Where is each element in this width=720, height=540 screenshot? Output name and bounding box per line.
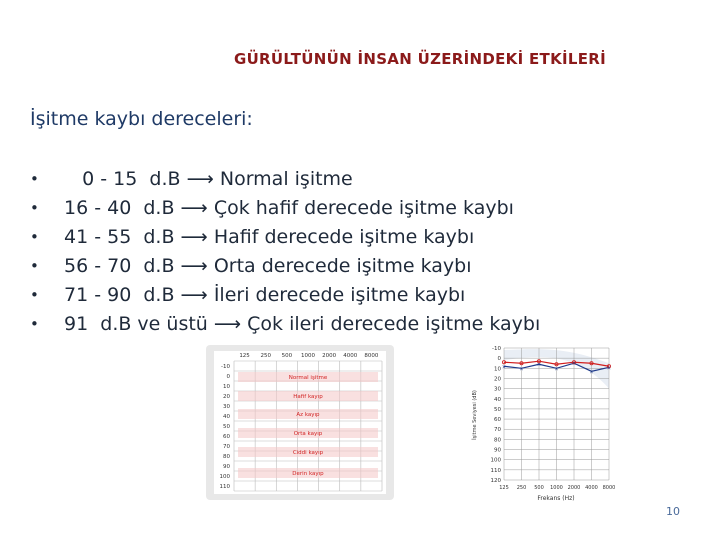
db-label: 110 xyxy=(490,467,501,474)
left-ear-point: × xyxy=(589,369,594,376)
db-label: 110 xyxy=(219,484,230,490)
freq-label: 4000 xyxy=(585,485,598,491)
db-label: -10 xyxy=(492,346,501,352)
freq-label: 8000 xyxy=(364,353,379,359)
zone-label: Orta kayıp xyxy=(293,431,323,437)
bullet: • xyxy=(30,257,39,275)
db-label: 30 xyxy=(223,404,230,410)
db-label: 20 xyxy=(494,376,501,383)
db-label: 60 xyxy=(223,434,230,440)
db-label: 50 xyxy=(223,424,230,430)
hearing-zones-figure xyxy=(206,345,394,500)
freq-label: 2000 xyxy=(567,485,581,491)
audiogram-db-labels xyxy=(491,346,502,484)
left-ear-point: × xyxy=(606,365,612,372)
bullet: • xyxy=(30,315,39,333)
bullet: • xyxy=(30,228,39,246)
list-item xyxy=(30,165,540,194)
audiogram-y-label: İşitme Seviyesi (dB) xyxy=(472,390,478,440)
db-label: 70 xyxy=(494,427,501,434)
zone-label: Normal işitme xyxy=(288,375,328,381)
zone-label: Hafif kayıp xyxy=(293,394,323,400)
db-label: 0 xyxy=(497,356,501,363)
hearing-zones-chart xyxy=(206,345,394,500)
list-item xyxy=(30,194,540,223)
bullet: • xyxy=(30,170,39,188)
db-label: 70 xyxy=(223,444,230,450)
list-item-text: 56 - 70 d.B ⟶ Orta derecede işitme kaybı xyxy=(64,255,472,277)
audiogram-x-label: Frekans (Hz) xyxy=(537,495,575,502)
bullet: • xyxy=(30,199,39,217)
db-label: 50 xyxy=(494,406,501,413)
db-label: -10 xyxy=(221,364,230,370)
freq-label: 125 xyxy=(239,353,250,359)
hearing-loss-list xyxy=(30,165,540,339)
db-label: 80 xyxy=(494,437,501,444)
db-label: 40 xyxy=(494,396,501,403)
db-label: 90 xyxy=(223,464,230,470)
freq-label: 500 xyxy=(534,485,544,491)
list-item xyxy=(30,310,540,339)
db-label: 30 xyxy=(494,386,501,393)
list-item xyxy=(30,281,540,310)
zone-label: Ciddi kayıp xyxy=(292,450,324,456)
db-label: 40 xyxy=(223,414,230,420)
db-label: 80 xyxy=(223,454,230,460)
zone-label: Az kayıp xyxy=(296,412,320,418)
left-ear-point: × xyxy=(501,364,507,371)
list-item-text: 16 - 40 d.B ⟶ Çok hafif derecede işitme kaybı xyxy=(64,197,514,219)
left-ear-point: × xyxy=(536,362,542,369)
list-item-text: 71 - 90 d.B ⟶ İleri derecede işitme kaybı xyxy=(64,284,466,306)
db-label: 10 xyxy=(223,384,230,390)
audiogram-chart xyxy=(464,340,619,505)
audiogram-freq-labels xyxy=(499,485,615,491)
bullet: • xyxy=(30,286,39,304)
list-item-text: 41 - 55 d.B ⟶ Hafif derecede işitme kaybı xyxy=(64,226,475,248)
list-item xyxy=(30,223,540,252)
db-label: 60 xyxy=(494,417,501,424)
db-label: 100 xyxy=(219,474,230,480)
slide-title: GÜRÜLTÜNÜN İNSAN ÜZERİNDEKİ ETKİLERİ xyxy=(233,50,607,68)
list-item-text: 0 - 15 d.B ⟶ Normal işitme xyxy=(64,168,353,190)
freq-label: 125 xyxy=(499,485,509,491)
page-number: 10 xyxy=(666,505,680,518)
freq-label: 1000 xyxy=(301,353,315,359)
db-label: 90 xyxy=(494,447,501,454)
left-ear-point: × xyxy=(519,366,524,373)
freq-label: 1000 xyxy=(550,485,563,491)
list-item xyxy=(30,252,540,281)
freq-label: 4000 xyxy=(343,353,358,359)
db-label: 10 xyxy=(494,366,501,373)
db-label: 20 xyxy=(223,394,230,400)
freq-label: 250 xyxy=(516,485,527,491)
db-label: 0 xyxy=(226,374,230,380)
list-item-text: 91 d.B ve üstü ⟶ Çok ileri derecede işitme kaybı xyxy=(64,313,541,335)
freq-label: 2000 xyxy=(322,353,337,359)
zone-label: Derin kayıp xyxy=(292,471,324,477)
left-ear-point: × xyxy=(554,366,559,373)
left-ear-point: × xyxy=(571,361,577,368)
freq-label: 500 xyxy=(281,353,293,359)
freq-label: 250 xyxy=(260,353,271,359)
audiogram-figure xyxy=(464,340,619,505)
db-label: 120 xyxy=(490,478,501,484)
db-label: 100 xyxy=(490,457,501,464)
slide-subtitle: İşitme kaybı dereceleri: xyxy=(30,108,253,130)
freq-label: 8000 xyxy=(602,485,616,491)
